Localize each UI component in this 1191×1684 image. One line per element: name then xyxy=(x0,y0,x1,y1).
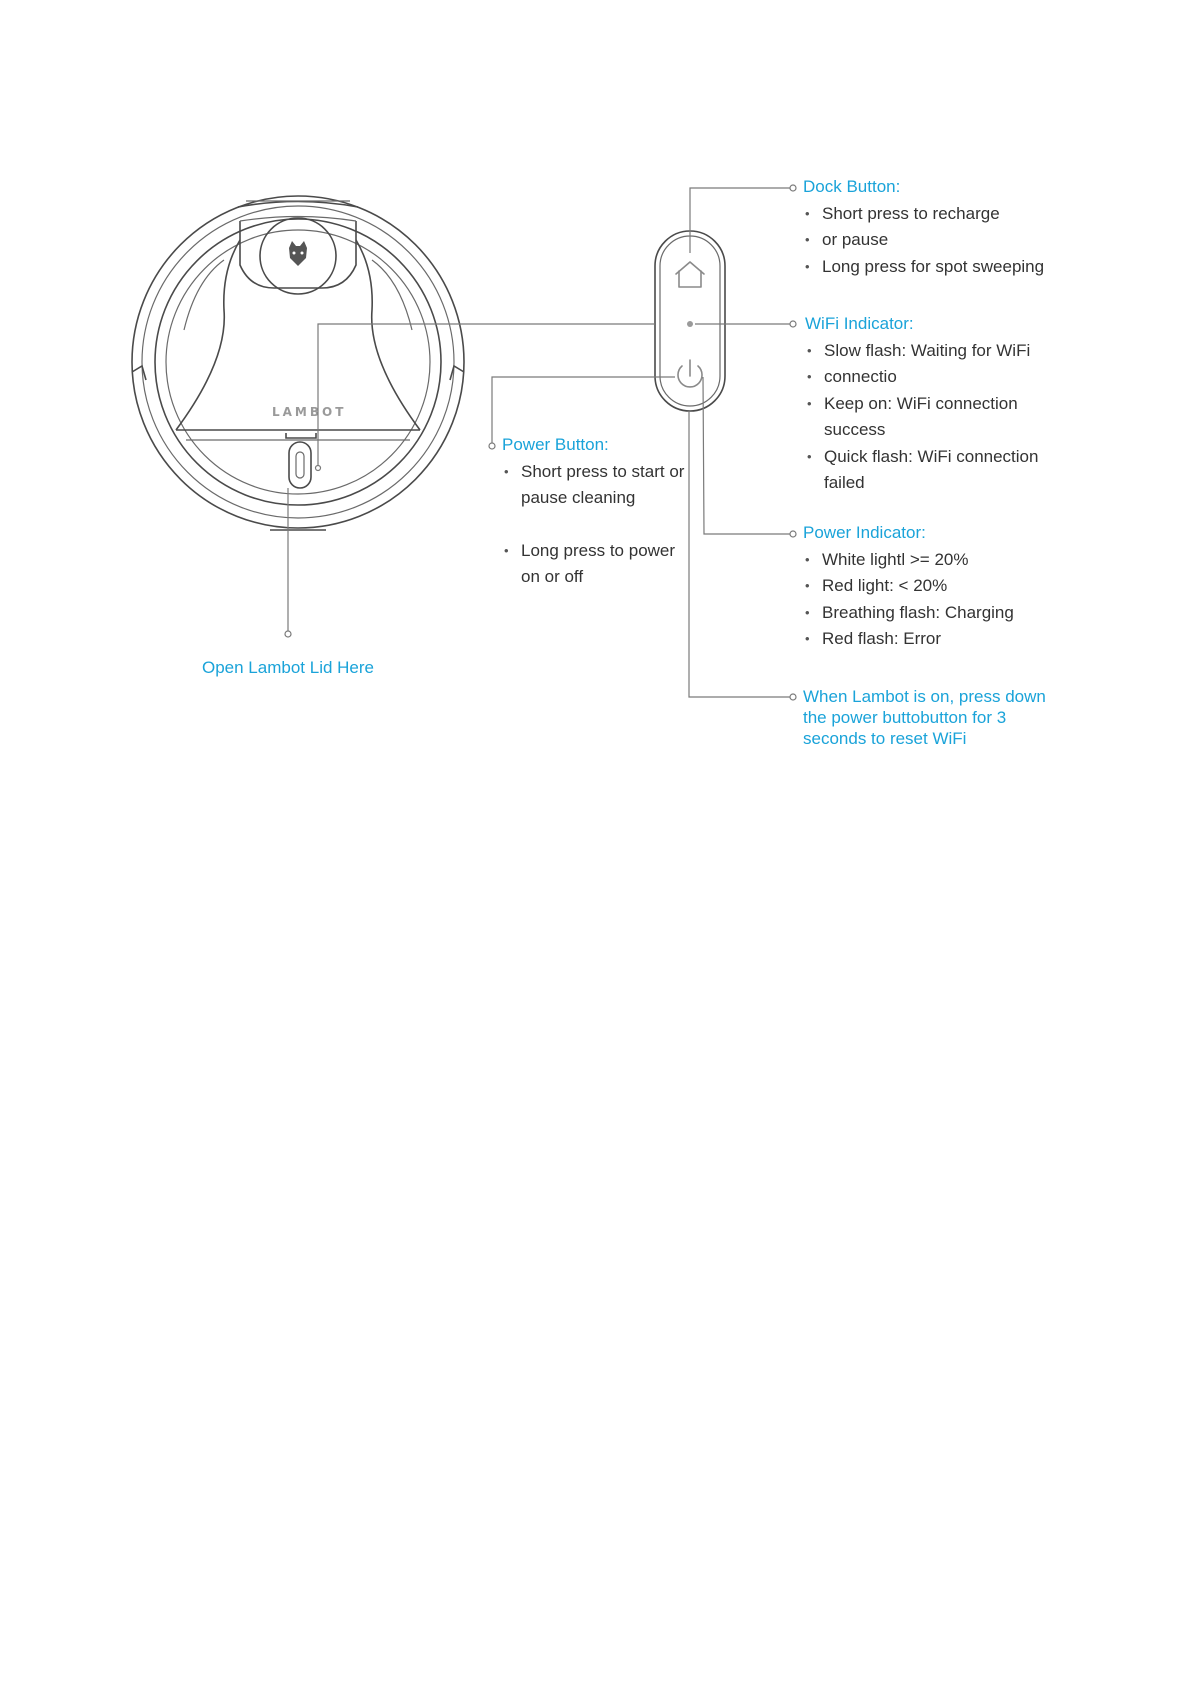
power-button-title: Power Button: xyxy=(502,435,609,454)
lid-latch xyxy=(296,452,304,478)
list-item: • Slow flash: Waiting for WiFi xyxy=(805,338,1050,365)
open-lid-label: Open Lambot Lid Here xyxy=(202,658,374,677)
list-item: • connectio xyxy=(805,364,1050,391)
reset-wifi-note: When Lambot is on, press down the power buttobutton for 3 seconds to reset WiFi xyxy=(803,687,1046,748)
wifi-indicator-list xyxy=(805,338,1050,497)
list-item: • Short press to start or pause cleaning xyxy=(502,459,692,512)
power-button-list xyxy=(502,459,692,591)
list-item: • Short press to recharge xyxy=(803,201,1103,228)
home-icon xyxy=(676,262,704,287)
indicator-dot-icon xyxy=(687,321,693,327)
brand-label: LAMBOT xyxy=(272,405,347,419)
power-indicator-list xyxy=(803,547,1103,653)
dock-button-title: Dock Button: xyxy=(803,177,901,196)
list-item: • Long press for spot sweeping xyxy=(803,254,1103,281)
robot-vacuum xyxy=(132,196,464,530)
list-item: • or pause xyxy=(803,227,1103,254)
list-item: • Long press to power on or off xyxy=(502,538,692,591)
list-item: • Quick flash: WiFi connection failed xyxy=(805,444,1050,497)
wifi-indicator-title: WiFi Indicator: xyxy=(805,314,914,333)
dock-button-callout xyxy=(803,174,1103,280)
list-item: • Keep on: WiFi connection success xyxy=(805,391,1050,444)
list-item: • White lightl >= 20% xyxy=(803,547,1103,574)
control-panel xyxy=(655,231,725,411)
list-item: • Red light: < 20% xyxy=(803,573,1103,600)
list-item: • Breathing flash: Charging xyxy=(803,600,1103,627)
power-indicator-callout xyxy=(803,520,1103,653)
wolf-logo-icon xyxy=(289,241,307,266)
power-icon xyxy=(678,360,702,387)
wifi-indicator-callout xyxy=(805,311,1050,497)
power-button-callout xyxy=(502,432,692,591)
dock-button-list xyxy=(803,201,1103,281)
power-indicator-title: Power Indicator: xyxy=(803,523,926,542)
list-item: • Red flash: Error xyxy=(803,626,1103,653)
